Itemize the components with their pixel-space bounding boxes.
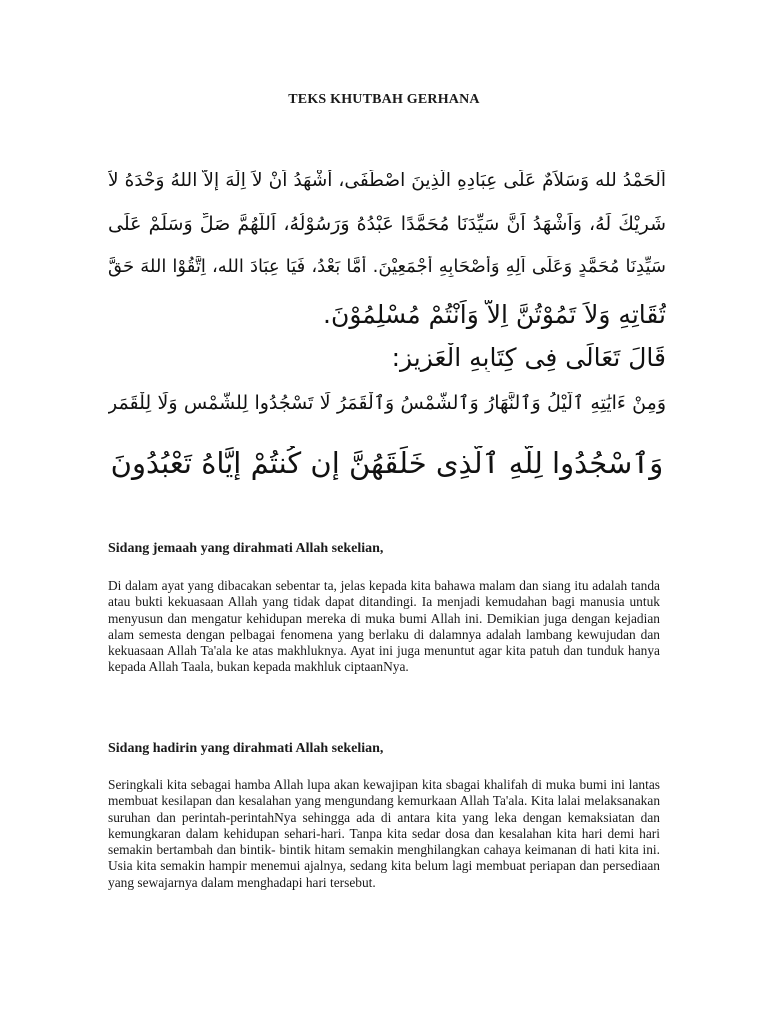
paragraph-line: yang berlaku di dalamnya adalah lambang kewujudan dan kekuasaan Allah Ta'ala ke atas bbox=[108, 626, 660, 659]
document-title: TEKS KHUTBAH GERHANA bbox=[288, 92, 480, 107]
paragraph-line: kemudahan bagi manusia untuk menyusun dan mengatur kehidupan mereka di muka bbox=[108, 594, 660, 626]
arabic-line-3: سَيِّدِنَا مُحَمَّدٍ وَعَلَى اَلِهِ وَأَصْحَابِهِ أَجْمَعِيْنَ. أَمَّا بَعْدُ، فَيَا عِبَادَ الله، اِتَّقُوْا اللهَ حَقَّ bbox=[108, 256, 666, 277]
paragraph-line: makhluknya. Ayat ini juga menuntut agar kita patuh dan tunduk hanya kepada Allah bbox=[108, 643, 661, 675]
section-heading-2: Sidang hadirin yang dirahmati Allah sekelian, bbox=[108, 741, 384, 756]
paragraph-line: sewajarnya dalam menghadapi hari tersebut. bbox=[137, 874, 376, 890]
quran-verse-line-1: وَمِنْ ءَايَٰتِهِ ٱلَّيْلُ وَٱلنَّهَارُ وَٱلشَّمْسُ وَٱلْقَمَرُ لَا تَسْجُدُوا لِلشَّمْسِ وَلَا لِلْقَمَرِ bbox=[108, 392, 666, 414]
arabic-line-5: قَالَ تَعَالَى فِى كِتَابِهِ الْعَزِيزِ: bbox=[391, 343, 666, 372]
paragraph-line: bintik hitam semakin menghilangkan cahaya keimanan di hati kita ini. Usia kita semakin bbox=[108, 842, 660, 874]
arabic-line-2: شَرِيْكَ لَهُ، وَاَشْهَدُ اَنَّ سَيِّدَنَا مُحَمَّدًا عَبْدُهُ وَرَسُوْلُهُ، اَللَّهُمَّ صَلِّ وَسَلِّمْ عَلَى bbox=[108, 213, 666, 235]
arabic-line-4: تُقَاتِهِ وَلاَ تَمُوْتُنَّ اِلاَّ وَاَنْتُمْ مُسْلِمُوْنَ. bbox=[323, 300, 666, 329]
quran-verse-line-2: وَٱسْجُدُوا لِلَّهِ ٱلَّذِى خَلَقَهُنَّ إِن كُنتُمْ إِيَّاهُ تَعْبُدُونَ bbox=[110, 446, 664, 480]
paragraph-line: Ta'ala. Kita lalai melaksanakan suruhan dan perintah-perintahNya sehingga ada di antara bbox=[108, 793, 661, 825]
arabic-line-1: اَلْحَمْدُ لله وَسَلاَمٌ عَلَى عِبَادِهِ الَّذِينَ اصْطَفَى، أَشْهَدُ اَنْ لاَ اِلَهَ إلاَّ اللهُ وَحْدَهُ لاَ bbox=[108, 170, 666, 191]
paragraph-line: hampir menemui ajalnya, sedang kita belum lagi membuat periapan dan persediaan yang bbox=[108, 858, 660, 890]
paragraph-line: bumi Allah ini. Demikian juga dengan kejadian alam semesta dengan pelbagai fenomena bbox=[108, 610, 660, 642]
paragraph-line: Taala, bukan kepada makhluk ciptaanNya. bbox=[181, 659, 409, 675]
section-paragraph-2 bbox=[108, 777, 660, 891]
paragraph-line: kita yang leka dengan kemaksiatan dan kemungkaran dalam kehidupan sehari-hari. bbox=[108, 809, 660, 841]
paragraph-line: Tanpa kita sedar dosa dan kesalahan kita hari demi hari semakin bertambah dan bintik- bbox=[108, 825, 660, 858]
section-paragraph-1 bbox=[108, 578, 660, 676]
section-heading-1: Sidang jemaah yang dirahmati Allah sekelian, bbox=[108, 541, 384, 556]
paragraph-line: Di dalam ayat yang dibacakan sebentar ta, jelas kepada kita bahawa malam dan siang itu bbox=[108, 578, 589, 593]
paragraph-line: bumi ini lantas membuat kesilapan dan kesalahan yang mengundang kemurkaan Allah bbox=[108, 777, 660, 809]
paragraph-line: Seringkali kita sebagai hamba Allah lupa akan kewajipan kita sbagai khalifah di muka bbox=[108, 777, 576, 792]
paragraph-line: adalah tanda atau bukti kekuasaan Allah yang tidak dapat ditandingi. Ia menjadi bbox=[108, 578, 660, 610]
